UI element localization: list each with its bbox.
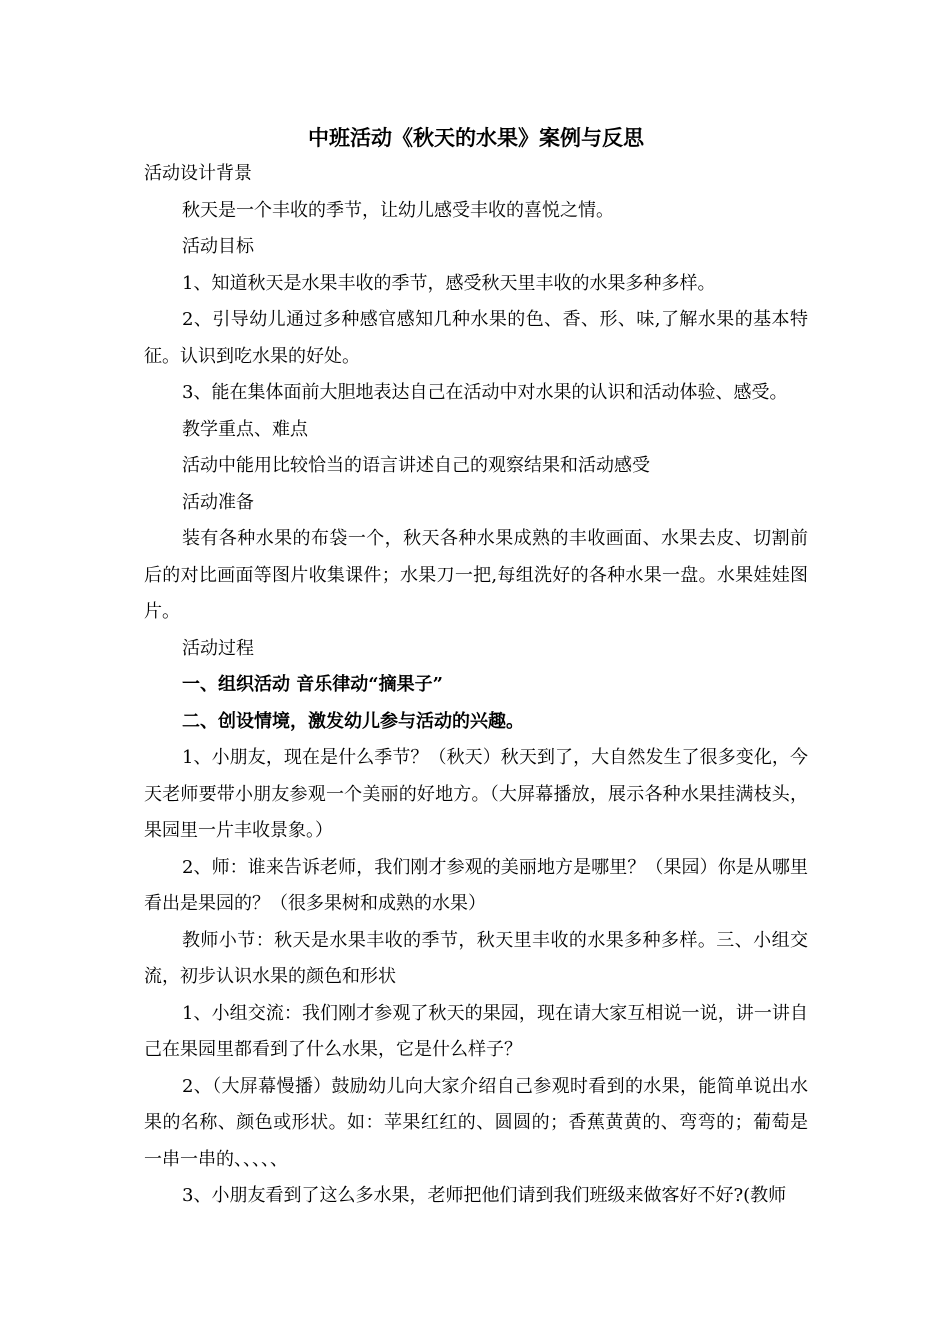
paragraph: 秋天是一个丰收的季节，让幼儿感受丰收的喜悦之情。 [182, 199, 614, 221]
section-heading-background: 活动设计背景 [144, 163, 252, 184]
step-heading: 二、创设情境，激发幼儿参与活动的兴趣。 [182, 710, 524, 732]
paragraph: 教师小节：秋天是水果丰收的季节，秋天里丰收的水果多种多样。三、小组交流，初步认识水果的颜色和形状 [144, 929, 808, 987]
paragraph: 3、小朋友看到了这么多水果，老师把他们请到我们班级来做客好不好?(教师 [182, 1185, 787, 1206]
paragraph: 1、小朋友，现在是什么季节？（秋天）秋天到了，大自然发生了很多变化，今天老师要带小朋友参观一个美丽的好地方。（大屏幕播放，展示各种水果挂满枝头，果园里一片丰收景象。） [144, 747, 808, 841]
section-heading-key-points: 教学重点、难点 [182, 418, 308, 440]
section-heading-process: 活动过程 [182, 637, 254, 659]
paragraph: 2、（大屏幕慢播）鼓励幼儿向大家介绍自己参观时看到的水果，能简单说出水果的名称、颜色或形状。如：苹果红红的、圆圆的；香蕉黄黄的、弯弯的；葡萄是一串一串的、、、、、 [144, 1075, 808, 1170]
paragraph: 1、小组交流：我们刚才参观了秋天的果园，现在请大家互相说一说，讲一讲自己在果园里都看到了什么水果，它是什么样子？ [144, 1002, 808, 1060]
paragraph: 3、能在集体面前大胆地表达自己在活动中对水果的认识和活动体验、感受。 [182, 382, 788, 403]
paragraph: 装有各种水果的布袋一个，秋天各种水果成熟的丰收画面、水果去皮、切割前后的对比画面等图片收集课件；水果刀一把,每组洗好的各种水果一盘。水果娃娃图片。 [144, 528, 808, 622]
paragraph: 2、引导幼儿通过多种感官感知几种水果的色、香、形、味,了解水果的基本特征。认识到吃水果的好处。 [144, 309, 808, 367]
paragraph: 活动中能用比较恰当的语言讲述自己的观察结果和活动感受 [182, 455, 650, 476]
paragraph: 1、知道秋天是水果丰收的季节，感受秋天里丰收的水果多种多样。 [182, 272, 716, 294]
paragraph: 2、师：谁来告诉老师，我们刚才参观的美丽地方是哪里？（果园）你是从哪里看出是果园的？（很多果树和成熟的水果） [144, 856, 808, 914]
step-heading: 一、组织活动 音乐律动“摘果子” [182, 674, 443, 695]
section-heading-goals: 活动目标 [182, 236, 254, 257]
document-body [144, 120, 808, 1215]
document-title: 中班活动《秋天的水果》案例与反思 [308, 125, 644, 150]
section-heading-preparation: 活动准备 [182, 491, 254, 513]
